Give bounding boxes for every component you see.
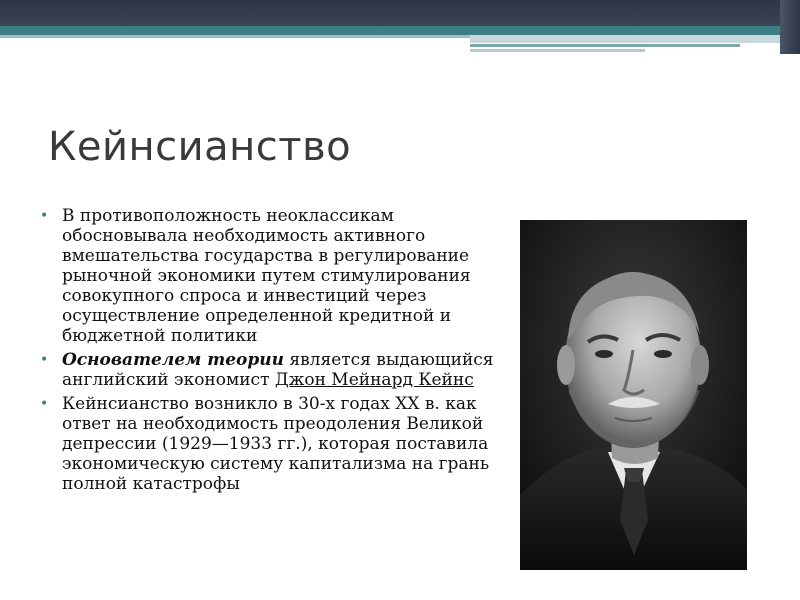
slide-title: Кейнсианство	[48, 124, 352, 170]
bullet-text: Кейнсианство возникло в 30-х годах XX в. как ответ на необходимость преодоления Великой депрессии (1929—1933 гг.), которая поставила экономическую систему капитализма на грань полной катастрофы	[62, 394, 490, 494]
bullet-text: является выдающийся английский экономист	[62, 350, 494, 390]
header-band-corner	[780, 0, 800, 54]
header-stripe	[470, 49, 645, 52]
bullet-list	[40, 206, 510, 498]
bullet-icon: •	[40, 396, 49, 412]
header-stripe	[470, 44, 740, 47]
header-stripe	[470, 35, 780, 43]
bullet-item	[40, 206, 510, 346]
bullet-text: В противоположность неоклассикам обосновывала необходимость активного вмешательства государства в регулирование рыночной экономики путем стимулирования совокупного спроса и инвестиций через осуществление определенной кредитной и бюджетной политики	[62, 206, 471, 346]
bullet-icon: •	[40, 208, 49, 224]
bullet-lead-text: Основателем теории	[62, 350, 284, 370]
header-band-teal	[0, 26, 780, 35]
bullet-item	[40, 394, 510, 494]
portrait-photo-graphic	[520, 220, 747, 570]
header-band-line	[0, 35, 470, 38]
keynes-name-link[interactable]: Джон Мейнард Кейнс	[274, 370, 474, 390]
bullet-item	[40, 350, 510, 390]
header-band-dark	[0, 0, 780, 26]
bullet-icon: •	[40, 352, 49, 368]
portrait-photo	[520, 220, 747, 570]
